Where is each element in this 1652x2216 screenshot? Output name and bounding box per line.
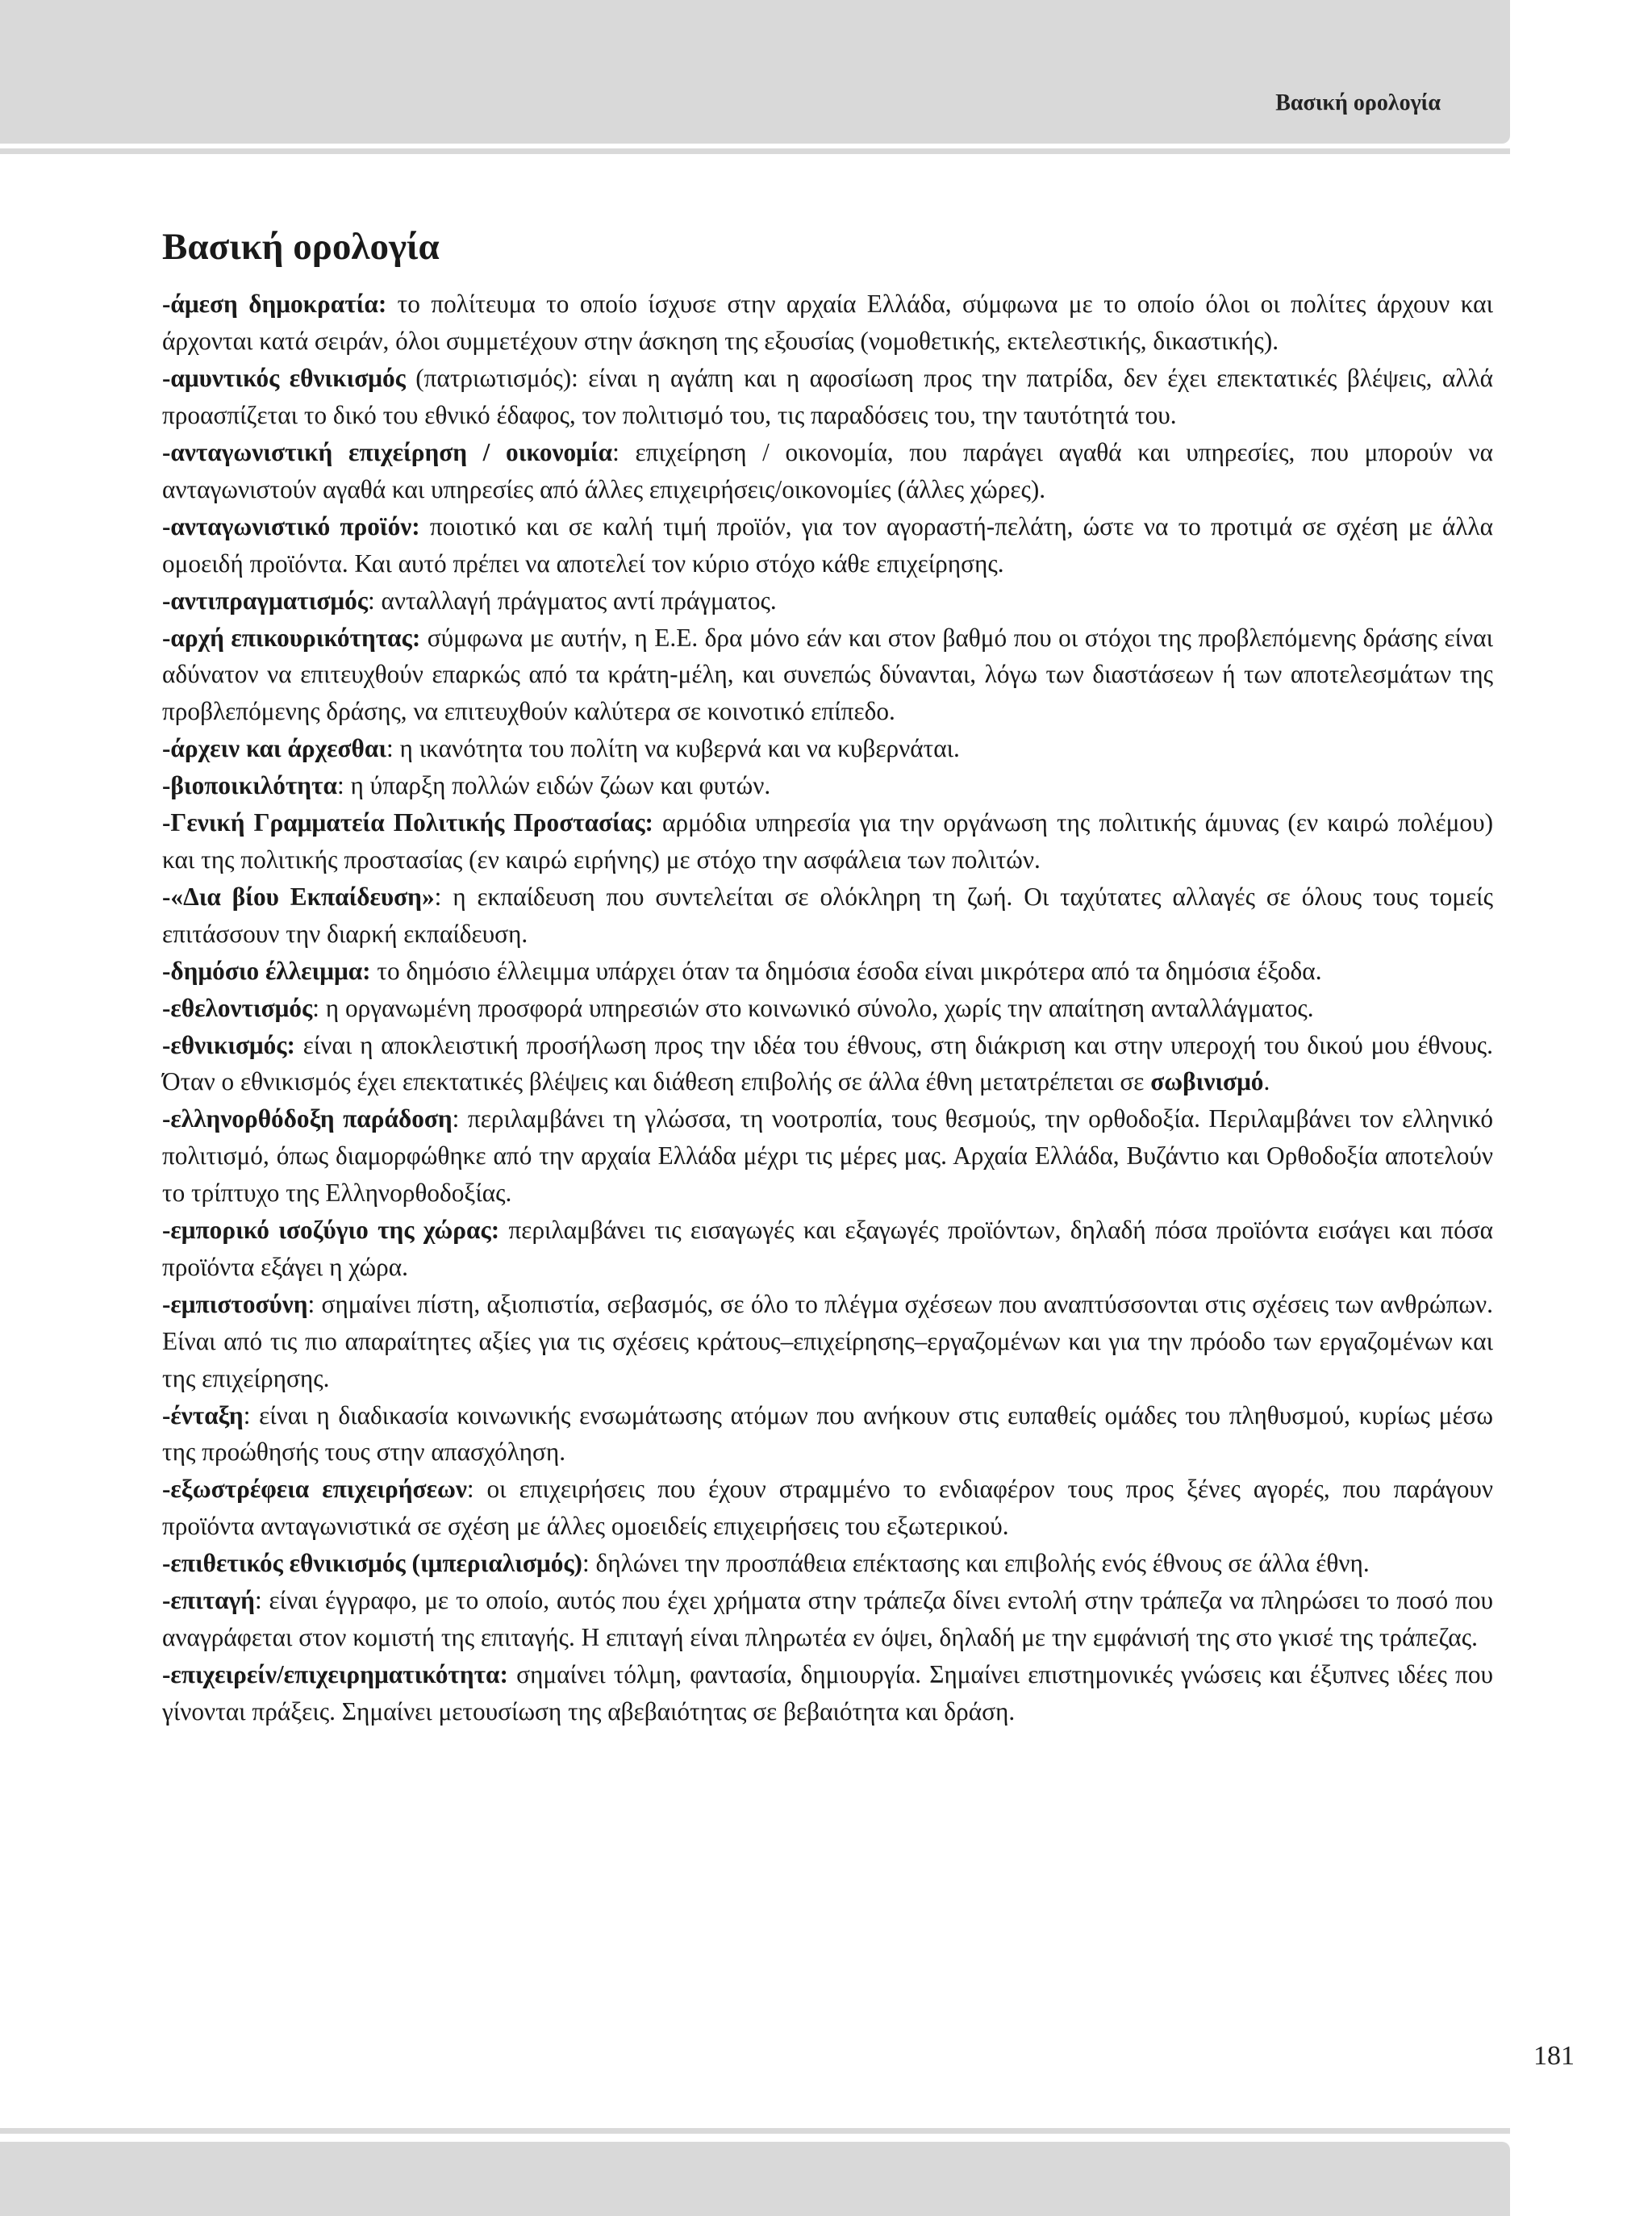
glossary-entry <box>162 1100 1493 1212</box>
running-header: Βασική ορολογία <box>1275 90 1441 115</box>
glossary-term: -ελληνορθόδοξη παράδοση <box>162 1104 453 1133</box>
glossary-definition: είναι η αποκλειστική προσήλωση προς την ιδέα του έθνους, στη διάκριση και στην υπεροχή του δικού μου έθνους. Όταν ο εθνικισμός έχει επεκτατικές βλέψεις και διάθεση επιβολής σε άλλα έθνη μετατρέπεται σε <box>162 1030 1493 1096</box>
glossary-entry <box>162 1286 1493 1397</box>
glossary-definition: σύμφωνα με αυτήν, η Ε.Ε. δρα μόνο εάν και στον βαθμό που οι στόχοι της προβλεπόμενης δράσης είναι αδύνατον να επιτευχθούν επαρκώς από τα κράτη-μέλη, και συνεπώς δύνανται, λόγω των διαστάσεων ή των αποτελεσμάτων της προβλεπόμενης δράσης, να επιτευχθούν καλύτερα σε κοινοτικό επίπεδο. <box>162 623 1493 726</box>
glossary-term: -εμπορικό ισοζύγιο της χώρας: <box>162 1216 500 1245</box>
glossary-term: -Γενική Γραμματεία Πολιτικής Προστασίας: <box>162 808 653 837</box>
glossary-term: -ανταγωνιστική επιχείρηση / οικονομία <box>162 438 613 467</box>
glossary-term: -εθνικισμός: <box>162 1030 295 1059</box>
glossary-term: -αρχή επικουρικότητας: <box>162 623 421 652</box>
glossary-definition: : ανταλλαγή πράγματος αντί πράγματος. <box>367 586 777 615</box>
main-content <box>162 224 1493 1730</box>
glossary-term: -επιθετικός εθνικισμός (ιμπεριαλισμός) <box>162 1549 582 1578</box>
glossary-entry <box>162 1212 1493 1286</box>
glossary-term: -άμεση δημοκρατία: <box>162 290 387 319</box>
glossary-term: -«Δια βίου Εκπαίδευση» <box>162 882 435 911</box>
glossary-term: -δημόσιο έλλειμμα: <box>162 956 371 985</box>
glossary-definition-tail: . <box>1263 1067 1270 1096</box>
glossary-definition: : σημαίνει πίστη, αξιοπιστία, σεβασμός, σε όλο το πλέγμα σχέσεων που αναπτύσσονται στις σχέσεις των ανθρώπων. Είναι από τις πιο απαραίτητες αξίες για τις σχέσεις κράτους–επιχείρησης–εργαζομένων και για την πρόοδο των εργαζομένων και της επιχείρησης. <box>162 1289 1493 1392</box>
glossary-entry <box>162 1582 1493 1656</box>
glossary-entry <box>162 1471 1493 1545</box>
glossary-entry <box>162 1397 1493 1471</box>
glossary-term: -ένταξη <box>162 1400 244 1429</box>
glossary-definition: : η ικανότητα του πολίτη να κυβερνά και να κυβερνάται. <box>386 734 960 763</box>
glossary-definition: σημαίνει τόλμη, φαντασία, δημιουργία. Σημαίνει επιστημονικές γνώσεις και έξυπνες ιδέες που γίνονται πράξεις. Σημαίνει μετουσίωση της αβεβαιότητας σε βεβαιότητα και δράση. <box>162 1659 1493 1726</box>
glossary-definition: αρμόδια υπηρεσία για την οργάνωση της πολιτικής άμυνας (εν καιρώ πολέμου) και της πολιτικής προστασίας (εν καιρώ ειρήνης) με στόχο την ασφάλεια των πολιτών. <box>162 808 1493 874</box>
glossary-entry <box>162 990 1493 1027</box>
glossary-entry <box>162 953 1493 990</box>
glossary-definition: : είναι η διαδικασία κοινωνικής ενσωμάτωσης ατόμων που ανήκουν στις ευπαθείς ομάδες του πληθυσμού, κυρίως μέσω της προώθησής τους στην απασχόληση. <box>162 1400 1493 1467</box>
glossary-term: -εξωστρέφεια επιχειρήσεων <box>162 1475 467 1504</box>
glossary-entry <box>162 1656 1493 1730</box>
glossary-entry <box>162 508 1493 582</box>
glossary-term: -αμυντικός εθνικισμός <box>162 364 406 393</box>
glossary-definition: : η εκπαίδευση που συντελείται σε ολόκληρη τη ζωή. Οι ταχύτατες αλλαγές σε όλους τους τομείς επιτάσσουν την διαρκή εκπαίδευση. <box>162 882 1493 948</box>
glossary-term: -εμπιστοσύνη <box>162 1289 308 1318</box>
glossary-term: -βιοποικιλότητα <box>162 771 337 800</box>
glossary-term: -ανταγωνιστικό προϊόν: <box>162 511 420 540</box>
glossary-definition: το πολίτευμα το οποίο ίσχυσε στην αρχαία Ελλάδα, σύμφωνα με το οποίο όλοι οι πολίτες άρχουν και άρχονται κατά σειράν, όλοι συμμετέχουν στην άσκηση της εξουσίας (νομοθετικής, εκτελεστικής, δικαστικής). <box>162 290 1494 356</box>
glossary-entry <box>162 878 1493 953</box>
footer-band <box>0 2142 1510 2216</box>
glossary-definition: : δηλώνει την προσπάθεια επέκτασης και επιβολής ενός έθνους σε άλλα έθνη. <box>582 1549 1370 1578</box>
glossary-definition: : η ύπαρξη πολλών ειδών ζώων και φυτών. <box>336 771 771 800</box>
header-divider <box>0 148 1510 154</box>
glossary-term-inline: σωβινισμό <box>1150 1067 1264 1096</box>
glossary-term: -επιταγή <box>162 1586 255 1615</box>
glossary-entry <box>162 1545 1493 1582</box>
glossary-entry <box>162 804 1493 878</box>
glossary-definition: : οι επιχειρήσεις που έχουν στραμμένο το ενδιαφέρον τους προς ξένες αγορές, που παράγουν προϊόντα ανταγωνιστικά σε σχέση με άλλες ομοειδείς επιχειρήσεις του εξωτερικού. <box>162 1475 1494 1541</box>
glossary-term: -επιχειρείν/επιχειρηματικότητα: <box>162 1659 508 1688</box>
page-title: Βασική ορολογία <box>162 226 440 268</box>
glossary-entry <box>162 620 1493 731</box>
glossary-entry <box>162 360 1493 434</box>
footer-divider <box>0 2128 1510 2134</box>
glossary-definition: : περιλαμβάνει τη γλώσσα, τη νοοτροπία, τους θεσμούς, την ορθοδοξία. Περιλαμβάνει τον ελληνικό πολιτισμό, όπως διαμορφώθηκε από την αρχαία Ελλάδα μέχρι τις μέρες μας. Αρχαία Ελλάδα, Βυζάντιο και Ορθοδοξία αποτελούν το τρίπτυχο της Ελληνορθοδοξίας. <box>162 1104 1494 1208</box>
glossary-entry <box>162 767 1493 804</box>
glossary-entry <box>162 286 1493 360</box>
glossary-entry <box>162 434 1493 508</box>
page-number: 181 <box>1533 2041 1575 2071</box>
glossary-term: -άρχειν και άρχεσθαι <box>162 734 387 763</box>
glossary-list <box>162 286 1493 1730</box>
glossary-term: -αντιπραγματισμός <box>162 586 368 615</box>
glossary-definition: (πατριωτισμός): είναι η αγάπη και η αφοσίωση προς την πατρίδα, δεν έχει επεκτατικές βλέψεις, αλλά προασπίζεται το δικό του εθνικό έδαφος, τον πολιτισμό του, τις παραδόσεις του, την ταυτότητά του. <box>162 364 1493 430</box>
glossary-entry <box>162 1027 1493 1101</box>
glossary-entry <box>162 730 1493 767</box>
glossary-definition: : η οργανωμένη προσφορά υπηρεσιών στο κοινωνικό σύνολο, χωρίς την απαίτηση ανταλλάγματος. <box>312 993 1314 1022</box>
glossary-definition: περιλαμβάνει τις εισαγωγές και εξαγωγές προϊόντων, δηλαδή πόσα προϊόντα εισάγει και πόσα προϊόντα εξάγει η χώρα. <box>162 1216 1494 1281</box>
glossary-definition: : επιχείρηση / οικονομία, που παράγει αγαθά και υπηρεσίες, που μπορούν να ανταγωνιστούν αγαθά και υπηρεσίες από άλλες επιχειρήσεις/οικονομίες (άλλες χώρες). <box>162 438 1493 503</box>
glossary-entry <box>162 582 1493 620</box>
header-band <box>0 0 1510 144</box>
glossary-definition: : είναι έγγραφο, με το οποίο, αυτός που έχει χρήματα στην τράπεζα δίνει εντολή στην τράπεζα να πληρώσει το ποσό που αναγράφεται στον κομιστή της επιταγής. Η επιταγή είναι πληρωτέα εν όψει, δηλαδή με την εμφάνισή της στο γκισέ της τράπεζας. <box>162 1586 1493 1652</box>
glossary-definition: το δημόσιο έλλειμμα υπάρχει όταν τα δημόσια έσοδα είναι μικρότερα από τα δημόσια έξοδα. <box>370 956 1322 985</box>
glossary-term: -εθελοντισμός <box>162 993 313 1022</box>
glossary-definition: ποιοτικό και σε καλή τιμή προϊόν, για τον αγοραστή-πελάτη, ώστε να το προτιμά σε σχέση με άλλα ομοειδή προϊόντα. Και αυτό πρέπει να αποτελεί τον κύριο στόχο κάθε επιχείρησης. <box>162 511 1494 578</box>
